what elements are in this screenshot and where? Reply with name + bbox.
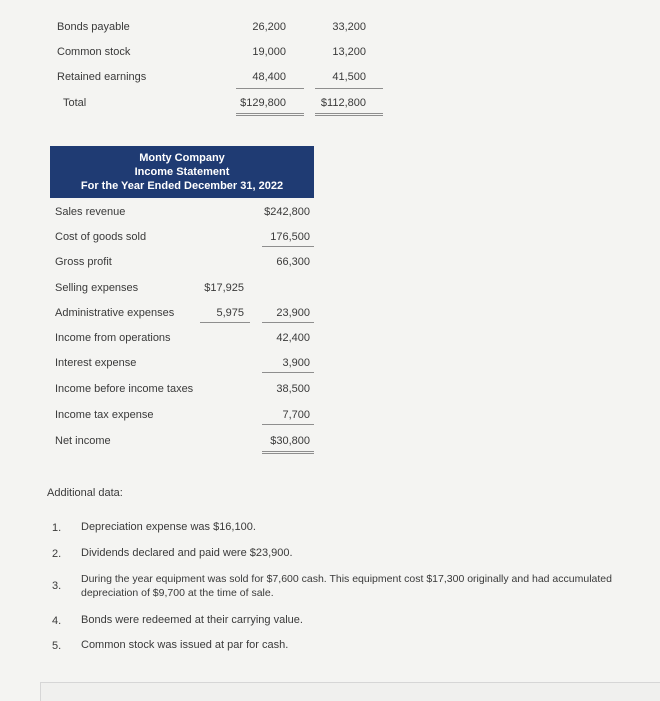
row-label: Interest expense bbox=[55, 357, 137, 369]
row-label: Income from operations bbox=[55, 332, 171, 344]
value-2022: $129,800 bbox=[240, 97, 286, 109]
underline bbox=[262, 424, 314, 425]
outer-value: 23,900 bbox=[276, 307, 310, 319]
outer-value: 42,400 bbox=[276, 332, 310, 344]
inner-value: 5,975 bbox=[216, 307, 244, 319]
underline bbox=[200, 322, 250, 323]
note-number: 4. bbox=[52, 615, 62, 627]
row-label: Total bbox=[63, 97, 87, 109]
statement-period: For the Year Ended December 31, 2022 bbox=[80, 180, 284, 192]
additional-heading: Additional data: bbox=[47, 487, 123, 499]
row-label: Gross profit bbox=[55, 256, 112, 268]
note-number: 1. bbox=[52, 522, 62, 534]
value-2021: 13,200 bbox=[332, 46, 366, 58]
underline bbox=[262, 246, 314, 247]
double-underline bbox=[315, 113, 383, 116]
note-text: Common stock was issued at par for cash. bbox=[81, 639, 289, 651]
income-statement-header bbox=[50, 146, 314, 198]
row-label: Bonds payable bbox=[57, 21, 130, 33]
value-2021: 33,200 bbox=[332, 21, 366, 33]
row-label: Administrative expenses bbox=[55, 307, 175, 319]
row-label: Income tax expense bbox=[55, 409, 154, 421]
statement-title: Income Statement bbox=[134, 166, 230, 178]
double-underline bbox=[262, 451, 314, 454]
row-label: Cost of goods sold bbox=[55, 231, 147, 243]
note-text-continued: depreciation of $9,700 at the time of sale. bbox=[81, 587, 274, 599]
row-label: Sales revenue bbox=[55, 206, 126, 218]
underline bbox=[315, 88, 383, 89]
row-label: Net income bbox=[55, 435, 111, 447]
outer-value: 66,300 bbox=[276, 256, 310, 268]
note-text: Depreciation expense was $16,100. bbox=[81, 521, 256, 533]
row-label: Common stock bbox=[57, 46, 131, 58]
value-2022: 26,200 bbox=[252, 21, 286, 33]
note-number: 3. bbox=[52, 580, 62, 592]
outer-value: 38,500 bbox=[276, 383, 310, 395]
note-text: Dividends declared and paid were $23,900. bbox=[81, 547, 293, 559]
underline bbox=[262, 322, 314, 323]
value-2022: 19,000 bbox=[252, 46, 286, 58]
value-2022: 48,400 bbox=[252, 71, 286, 83]
value-2021: 41,500 bbox=[332, 71, 366, 83]
double-underline bbox=[236, 113, 304, 116]
note-text: Bonds were redeemed at their carrying value. bbox=[81, 614, 303, 626]
outer-value: 176,500 bbox=[270, 231, 310, 243]
outer-value: $30,800 bbox=[270, 435, 310, 447]
next-panel-edge bbox=[40, 682, 660, 701]
row-label: Income before income taxes bbox=[55, 383, 194, 395]
underline bbox=[236, 88, 304, 89]
row-label: Retained earnings bbox=[57, 71, 147, 83]
value-2021: $112,800 bbox=[320, 97, 366, 109]
company-name: Monty Company bbox=[139, 152, 225, 164]
note-number: 5. bbox=[52, 640, 62, 652]
inner-value: $17,925 bbox=[204, 282, 244, 294]
note-text: During the year equipment was sold for $7,600 cash. This equipment cost $17,300 originally and had accumulated bbox=[81, 573, 612, 585]
underline bbox=[262, 372, 314, 373]
row-label: Selling expenses bbox=[55, 282, 139, 294]
outer-value: $242,800 bbox=[264, 206, 310, 218]
note-number: 2. bbox=[52, 548, 62, 560]
outer-value: 7,700 bbox=[282, 409, 310, 421]
outer-value: 3,900 bbox=[282, 357, 310, 369]
